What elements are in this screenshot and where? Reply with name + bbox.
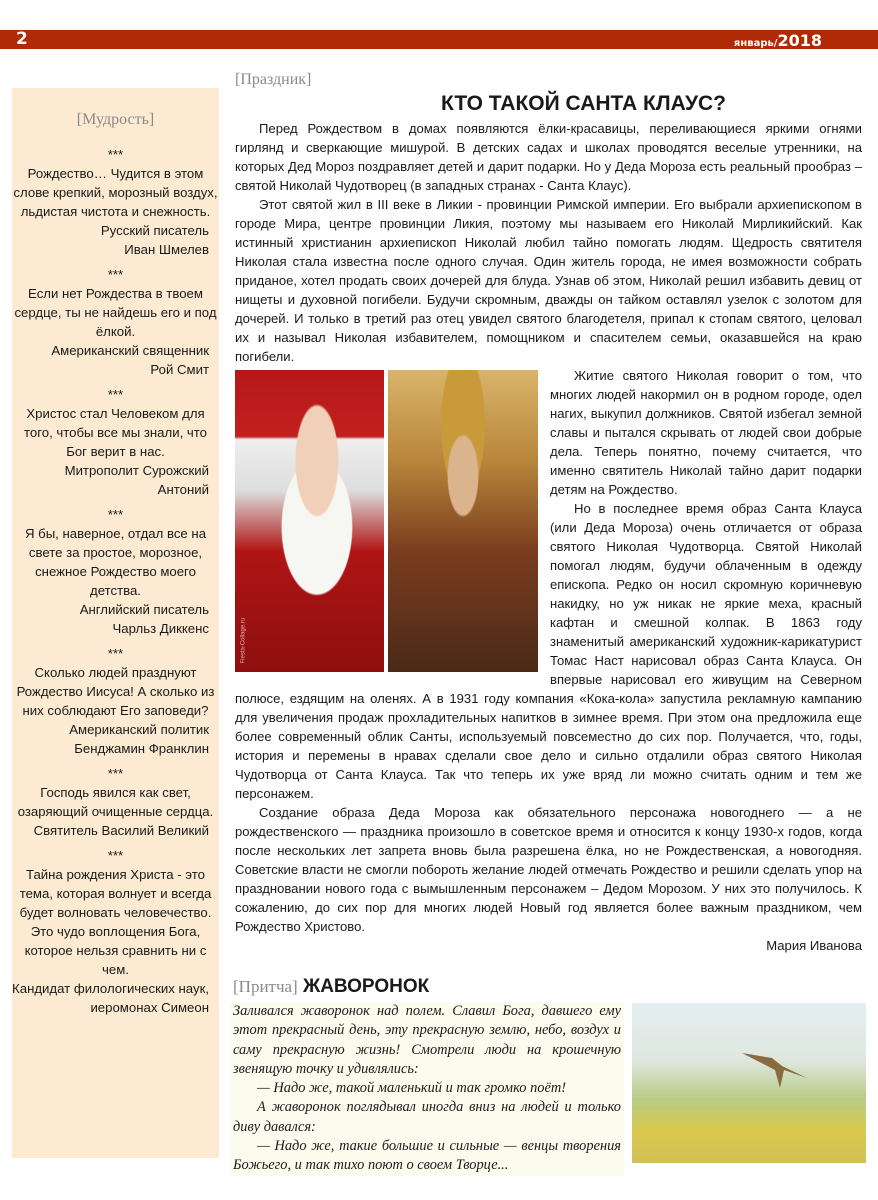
parable-text [230, 1002, 624, 1176]
wisdom-quote [12, 505, 219, 638]
quote-separator: *** [107, 147, 124, 162]
parable-heading [233, 976, 873, 998]
article-paragraph: Перед Рождеством в домах появляются ёлки-красавицы, переливающиеся яркими огнями гирлянд и сверкающие мишурой. В детских садах и школах проводятся веселые утренники, на которых Дед Мороз поздравляет детей и дарит подарки. Но у Деда Мороза есть реальный прообраз – святой Николай Чудотворец (в западных странах - Санта Клаус). [235, 121, 862, 193]
article-paragraph: Житие святого Николая говорит о том, что многих людей накормил он в родном городе, одел нагих, выкупил должников. Святой избегал земной славы и пытался скрывать от людей свои добрые дела. Теперь понятно, почему считается, что именно святитель Николай тайно дарит подарки детям на Рождество. [550, 368, 862, 497]
parable-paragraph: А жаворонок поглядывал иногда вниз на людей и только диву давался: [233, 1099, 621, 1135]
page-number: 2 [16, 29, 28, 49]
quote-author: Американский политик [69, 722, 209, 737]
quote-text: Я бы, наверное, отдал все на свете за простое, морозное, снежное Рождество моего детства. [24, 526, 207, 598]
parable-kicker: [Притча] [233, 977, 298, 996]
article-images [235, 370, 538, 672]
parable-paragraph: Заливался жаворонок над полем. Славил Бога, давшего ему этот прекрасный день, эту прекрасную землю, небо, воздух и саму прекрасную жизнь! Смотрели люди на крошечную звенящую точку и удивлялись: [233, 1003, 621, 1077]
parable-section [233, 976, 873, 1174]
quote-author: Американский священник [51, 343, 209, 358]
quote-separator: *** [107, 646, 124, 661]
quote-text: Тайна рождения Христа - это тема, которая волнует и всегда будет волновать человечество. Это чудо воплощения Бога, которое нельзя сравнить ни с чем. [19, 867, 212, 977]
quote-separator: *** [107, 267, 124, 282]
wisdom-sidebar [12, 88, 219, 1158]
quote-separator: *** [107, 387, 124, 402]
quote-author: Русский писатель [100, 223, 209, 238]
issue-month: январь/ [733, 38, 778, 49]
wisdom-quote [12, 764, 219, 840]
quote-author: Рой Смит [150, 362, 209, 377]
article-kicker: [Праздник] [235, 71, 312, 88]
wisdom-quote [12, 385, 219, 499]
quote-author: Бенджамин Франклин [74, 741, 209, 756]
quote-author: Иван Шмелев [124, 242, 209, 257]
quote-author: Чарльз Диккенс [112, 621, 209, 636]
wisdom-quote [12, 145, 219, 259]
lark-photo [632, 1003, 866, 1163]
quote-author: Святитель Василий Великий [33, 823, 209, 838]
article-paragraph: Этот святой жил в III веке в Ликии - провинции Римской империи. Его выбрали архиепископом в городе Мира, центре провинции Ликия, поэтому мы называем его Николай Мирликийский. Как истинный христианин архиепископ Николай любил тайно помогать людям. Щедрость святителя Николая стала известна после одного случая. Один житель города, не имея возможности собрать приданое, хотел продать своих дочерей для блуда. Узнав об этом, Николай решил избавить девиц от нищеты и духовной погибели. Будучи скромным, дважды он тайком оставлял узелок с золотом для дочерей. И только в третий раз отец увидел святого благодетеля, припал к стопам святого, целовал их и называл Николая избавителем, помощником и спасителем семьи, оказавшейся на краю погибели. [235, 197, 862, 364]
article-paragraph: Но в последнее время образ Санта Клауса (или Деда Мороза) очень отличается от образа святого Николая Чудотворца. Святой Николай помогал людям, будучи облаченным в одежду епископа. Редко он носил скромную коричневую накидку, но уж никак не яркие меха, красный кафтан и смешной колпак. В 1863 году знаменитый американский художник-карикатурист Томас Наст нарисовал образ Санта Клауса. Он впервые нарисовал его живущим на Северном полюсе, ездящим на оленях. А в 1931 году компания «Кока-кола» запустила рекламную кампанию для увеличения продаж прохладительных напитков в зимнее время. При этом она предложила еще более современный облик Санты, используемый повсеместно до сих пор. Получается, что, годы, история и перемены в нравах сделали свое дело и сильно отдалили образ святого Николая Чудотворца от Санта Клауса. Так что теперь их уже вряд ли можно считать одним и тем же персонажем. [235, 501, 862, 801]
wisdom-quote [12, 846, 219, 1017]
quote-author: Кандидат филологических наук, иеромонах Симеон [12, 981, 209, 1015]
parable-paragraph: — Надо же, такой маленький и так громко поёт! [257, 1080, 567, 1097]
santa-claus-photo [235, 370, 384, 672]
issue-year: 2018 [777, 31, 822, 50]
parable-paragraph: — Надо же, такие большие и сильные — венцы творения Божьего, и так тихо поют о своем Творце... [233, 1138, 621, 1174]
issue-date [734, 31, 822, 50]
parable-title: ЖАВОРОНОК [303, 976, 430, 997]
saint-nicholas-icon-image [388, 370, 538, 672]
quote-text: Господь явился как свет, озаряющий очищенные сердца. [17, 785, 214, 819]
quote-text: Рождество… Чудится в этом слове крепкий, морозный воздух, льдистая чистота и снежность. [13, 166, 218, 219]
quote-text: Христос стал Человеком для того, чтобы все мы знали, что Бог верит в нас. [23, 406, 207, 459]
lark-bird-icon [742, 1048, 812, 1088]
article [235, 70, 862, 955]
article-title: КТО ТАКОЙ САНТА КЛАУС? [440, 92, 727, 115]
article-author: Мария Иванова [766, 938, 862, 953]
article-paragraph: Создание образа Деда Мороза как обязательного персонажа новогоднего — а не рождественского — праздника произошло в советское время и относится к концу 1930-х годов, когда после нескольких лет запрета вновь была разрешена ёлка, но не Рождественская, а новогодняя. Советские власти не смогли побороть желание людей отмечать Рождество и решили сделать упор на праздновании нового года с вымышленным персонажем – Дедом Морозом. У них это получилось. К сожалению, до сих пор для многих людей Новый год является более важным праздником, чем Рождество Христово. [235, 805, 862, 934]
photo-credit-watermark: Fiesta-Collage.ru [240, 617, 247, 664]
quote-separator: *** [107, 766, 124, 781]
wisdom-quote [12, 644, 219, 758]
quote-author: Митрополит Сурожский [64, 463, 209, 478]
header-bar [0, 30, 878, 49]
quote-text: Если нет Рождества в твоем сердце, ты не найдешь его и под ёлкой. [14, 286, 217, 339]
wisdom-quote [12, 265, 219, 379]
sidebar-title: [Мудрость] [76, 111, 155, 128]
quote-separator: *** [107, 507, 124, 522]
quote-author: Английский писатель [79, 602, 209, 617]
quote-separator: *** [107, 848, 124, 863]
quote-text: Сколько людей празднуют Рождество Иисуса! А сколько из них соблюдают Его заповеди? [16, 665, 215, 718]
quote-author: Антоний [157, 482, 209, 497]
